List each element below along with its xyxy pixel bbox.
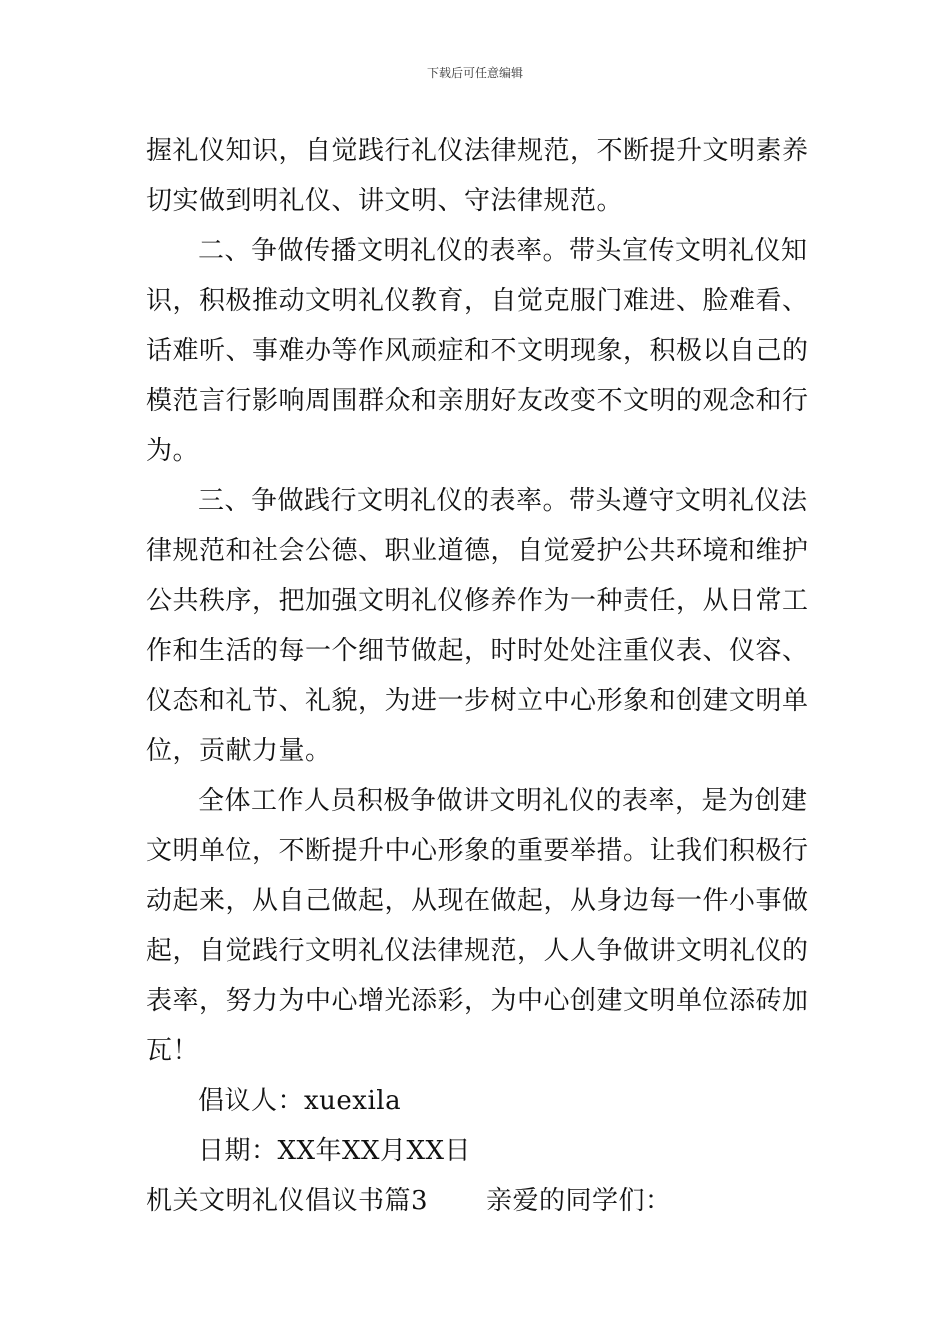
body-text-line: 文明单位，不断提升中心形象的重要举措。让我们积极行 <box>146 836 809 866</box>
body-text-line: 握礼仪知识，自觉践行礼仪法律规范，不断提升文明素养 <box>146 136 809 166</box>
body-text-line: 起，自觉践行文明礼仪法律规范，人人争做讲文明礼仪的 <box>146 936 809 966</box>
proposer-line: 倡议人：xuexila <box>198 1086 402 1116</box>
body-text-line: 识，积极推动文明礼仪教育，自觉克服门难进、脸难看、 <box>146 286 809 316</box>
body-text-line: 为。 <box>146 436 200 466</box>
body-text-line: 全体工作人员积极争做讲文明礼仪的表率，是为创建 <box>198 786 808 816</box>
greeting: 亲爱的同学们： <box>486 1186 672 1216</box>
spacer <box>428 1186 486 1216</box>
body-text-line: 动起来，从自己做起，从现在做起，从身边每一件小事做 <box>146 886 809 916</box>
body-text-line: 模范言行影响周围群众和亲朋好友改变不文明的观念和行 <box>146 386 809 416</box>
section-title: 机关文明礼仪倡议书篇3 <box>146 1186 429 1216</box>
body-text-line: 表率，努力为中心增光添彩，为中心创建文明单位添砖加 <box>146 986 809 1016</box>
next-section-heading <box>146 1186 672 1216</box>
body-text-line: 位，贡献力量。 <box>146 736 332 766</box>
body-text-line: 公共秩序，把加强文明礼仪修养作为一种责任，从日常工 <box>146 586 809 616</box>
body-text-line: 瓦！ <box>146 1036 200 1066</box>
date-line: 日期：XX年XX月XX日 <box>198 1136 472 1166</box>
body-text-line: 切实做到明礼仪、讲文明、守法律规范。 <box>146 186 624 216</box>
body-text-line: 话难听、事难办等作风顽症和不文明现象，积极以自己的 <box>146 336 809 366</box>
body-text-line: 仪态和礼节、礼貌，为进一步树立中心形象和创建文明单 <box>146 686 809 716</box>
body-text-line: 律规范和社会公德、职业道德，自觉爱护公共环境和维护 <box>146 536 809 566</box>
body-text-line: 作和生活的每一个细节做起，时时处处注重仪表、仪容、 <box>146 636 809 666</box>
body-text-line: 二、争做传播文明礼仪的表率。带头宣传文明礼仪知 <box>198 236 808 266</box>
body-text-line: 三、争做践行文明礼仪的表率。带头遵守文明礼仪法 <box>198 486 808 516</box>
page-header-note: 下载后可任意编辑 <box>426 66 523 80</box>
